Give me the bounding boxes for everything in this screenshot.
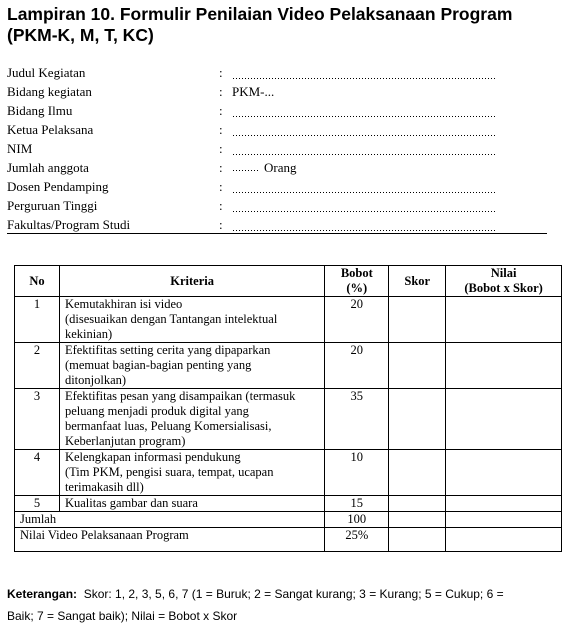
field-nim	[7, 139, 547, 158]
kriteria-line: (Tim PKM, pengisi suara, tempat, ucapan	[64, 465, 274, 479]
field-blank-line[interactable]	[232, 101, 496, 120]
field-label: Ketua Pelaksana	[7, 122, 94, 137]
header-bobot	[325, 266, 389, 297]
section-divider	[7, 233, 547, 234]
note-label: Keterangan:	[7, 587, 78, 601]
row-kriteria	[59, 389, 324, 450]
nilai-video-nilai-cell[interactable]	[446, 528, 562, 552]
keterangan-note	[7, 583, 552, 627]
field-blank-line[interactable]	[232, 120, 496, 139]
field-blank-line[interactable]	[232, 63, 496, 82]
field-colon: :	[219, 84, 223, 99]
nilai-video-skor-cell[interactable]	[389, 528, 446, 552]
kriteria-line: peluang menjadi produk digital yang	[64, 404, 249, 418]
row-skor-cell[interactable]	[389, 496, 446, 512]
field-colon: :	[219, 160, 223, 175]
field-unit: Orang	[264, 160, 297, 175]
note-line-1	[7, 583, 552, 605]
field-label: NIM	[7, 141, 33, 156]
document-title	[7, 4, 567, 46]
field-label: Judul Kegiatan	[7, 65, 86, 80]
row-nilai-cell[interactable]	[446, 496, 562, 512]
nilai-video-label: Nilai Video Pelaksanaan Program	[15, 528, 325, 552]
row-nilai-cell[interactable]	[446, 389, 562, 450]
row-bobot: 20	[325, 297, 389, 343]
field-colon: :	[219, 217, 223, 232]
jumlah-value: 100	[325, 512, 389, 528]
row-nilai-cell[interactable]	[446, 297, 562, 343]
field-label: Bidang kegiatan	[7, 84, 92, 99]
row-skor-cell[interactable]	[389, 389, 446, 450]
identity-fields	[7, 63, 547, 234]
field-blank-line[interactable]	[232, 215, 496, 234]
kriteria-line: ditonjolkan)	[64, 373, 127, 387]
kriteria-line: Kualitas gambar dan suara	[64, 496, 198, 510]
header-nilai	[446, 266, 562, 297]
row-number: 3	[15, 389, 60, 450]
header-nilai-line-2: (Bobot x Skor)	[464, 281, 543, 295]
table-row	[15, 297, 562, 343]
field-judul-kegiatan	[7, 63, 547, 82]
kriteria-line: (memuat bagian-bagian penting yang	[64, 358, 252, 372]
field-colon: :	[219, 141, 223, 156]
row-number: 4	[15, 450, 60, 496]
row-number: 1	[15, 297, 60, 343]
kriteria-line: Kelengkapan informasi pendukung	[64, 450, 241, 464]
row-number: 5	[15, 496, 60, 512]
field-label: Dosen Pendamping	[7, 179, 109, 194]
nilai-video-value: 25%	[325, 528, 389, 552]
row-kriteria	[59, 450, 324, 496]
field-value[interactable]	[232, 158, 297, 177]
table-row	[15, 450, 562, 496]
field-value[interactable]: PKM-...	[232, 84, 275, 99]
kriteria-line: terimakasih dll)	[64, 480, 144, 494]
field-colon: :	[219, 122, 223, 137]
kriteria-line: bermanfaat luas, Peluang Komersialisasi,	[64, 419, 272, 433]
row-nilai-cell[interactable]	[446, 450, 562, 496]
row-bobot: 10	[325, 450, 389, 496]
field-colon: :	[219, 198, 223, 213]
field-label: Bidang Ilmu	[7, 103, 73, 118]
table-row	[15, 496, 562, 512]
field-label: Fakultas/Program Studi	[7, 217, 131, 232]
jumlah-row	[15, 512, 562, 528]
row-bobot: 20	[325, 343, 389, 389]
field-fakultas-prodi	[7, 215, 547, 234]
field-colon: :	[219, 65, 223, 80]
kriteria-line: Kemutakhiran isi video	[64, 297, 183, 311]
field-label: Jumlah anggota	[7, 160, 89, 175]
jumlah-skor-cell[interactable]	[389, 512, 446, 528]
header-kriteria: Kriteria	[59, 266, 324, 297]
kriteria-line: kekinian)	[64, 327, 113, 341]
field-blank-line[interactable]	[232, 177, 496, 196]
table-header-row	[15, 266, 562, 297]
row-skor-cell[interactable]	[389, 297, 446, 343]
field-ketua-pelaksana	[7, 120, 547, 139]
nilai-video-row	[15, 528, 562, 552]
header-skor: Skor	[389, 266, 446, 297]
note-line-2: Baik; 7 = Sangat baik); Nilai = Bobot x Skor	[7, 609, 238, 623]
title-line-1: Lampiran 10. Formulir Penilaian Video Pelaksanaan Program	[7, 4, 513, 24]
title-line-2: (PKM-K, M, T, KC)	[7, 25, 154, 45]
row-kriteria	[59, 496, 324, 512]
field-perguruan-tinggi	[7, 196, 547, 215]
row-bobot: 15	[325, 496, 389, 512]
header-bobot-line-1: Bobot	[340, 266, 373, 280]
row-bobot: 35	[325, 389, 389, 450]
field-bidang-kegiatan	[7, 82, 547, 101]
header-no: No	[15, 266, 60, 297]
row-nilai-cell[interactable]	[446, 343, 562, 389]
field-blank-dots	[232, 162, 260, 172]
row-skor-cell[interactable]	[389, 343, 446, 389]
field-bidang-ilmu	[7, 101, 547, 120]
header-bobot-line-2: (%)	[346, 281, 368, 295]
table-row	[15, 389, 562, 450]
table-row	[15, 343, 562, 389]
field-jumlah-anggota	[7, 158, 547, 177]
field-dosen-pendamping	[7, 177, 547, 196]
kriteria-line: Keberlanjutan program)	[64, 434, 186, 448]
kriteria-line: (disesuaikan dengan Tantangan intelektual	[64, 312, 278, 326]
field-blank-line[interactable]	[232, 196, 496, 215]
row-skor-cell[interactable]	[389, 450, 446, 496]
kriteria-line: Efektifitas pesan yang disampaikan (termasuk	[64, 389, 296, 403]
jumlah-nilai-cell[interactable]	[446, 512, 562, 528]
kriteria-line: Efektifitas setting cerita yang dipaparkan	[64, 343, 271, 357]
jumlah-label: Jumlah	[15, 512, 325, 528]
note-text: Skor: 1, 2, 3, 5, 6, 7 (1 = Buruk; 2 = Sangat kurang; 3 = Kurang; 5 = Cukup; 6 =	[83, 587, 504, 601]
assessment-table	[14, 265, 562, 552]
field-label: Perguruan Tinggi	[7, 198, 98, 213]
field-colon: :	[219, 179, 223, 194]
row-kriteria	[59, 297, 324, 343]
row-kriteria	[59, 343, 324, 389]
header-nilai-line-1: Nilai	[490, 266, 517, 280]
field-colon: :	[219, 103, 223, 118]
row-number: 2	[15, 343, 60, 389]
field-blank-line[interactable]	[232, 139, 496, 158]
